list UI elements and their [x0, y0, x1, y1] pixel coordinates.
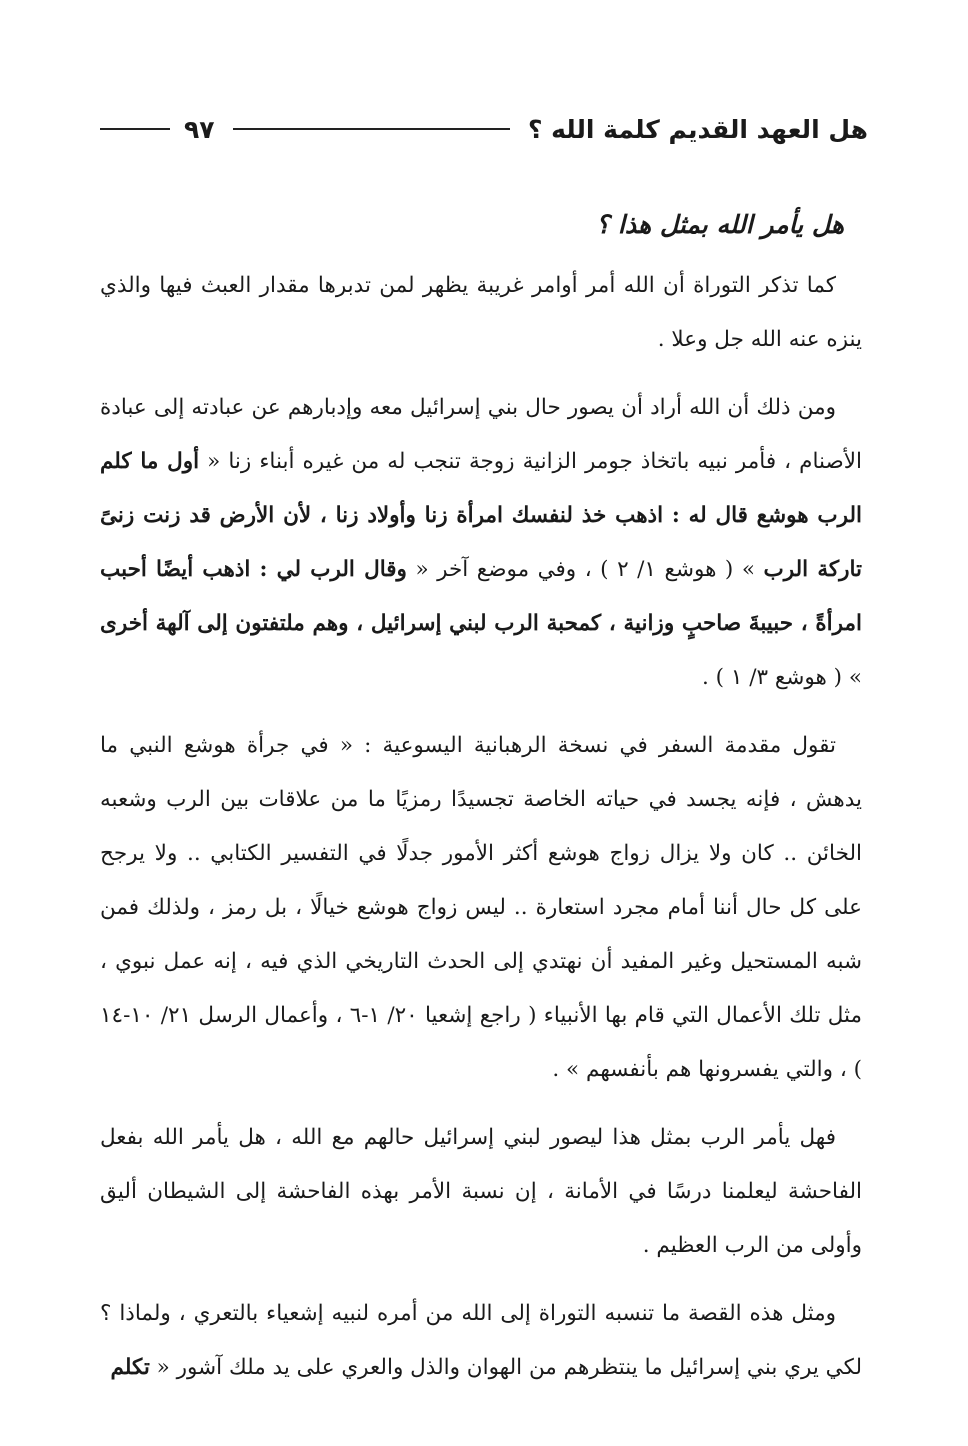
- paragraph-2-text-a: ومن ذلك أن الله أراد أن يصور حال بني إسرائيل معه وإدبارهم عن عبادته إلى عبادة الأصنام ، فأمر نبيه باتخاذ جومر الزانية زوجة تنجب له من غيره أبناء زنا «: [100, 395, 862, 474]
- page-body: [100, 205, 862, 1409]
- page-number: ٩٧: [184, 114, 215, 144]
- quote-hosea-1-2: أول ما كلم الرب هوشع قال له : اذهب خذ لنفسك امرأة زنا وأولاد زنا ، لأن الأرض قد زنت زنىً تاركة الرب: [100, 449, 862, 582]
- running-header: [100, 106, 868, 152]
- paragraph-3: تقول مقدمة السفر في نسخة الرهبانية اليسوعية : « في جرأة هوشع النبي ما يدهش ، فإنه يجسد في حياته الخاصة تجسيدًا رمزيًا ما من علاقات بين الرب وشعبه الخائن .. كان ولا يزال زواج هوشع أكثر الأمور جدلًا في التفسير الكتابي .. ولا يرجح على كل حال أننا أمام مجرد استعارة .. ليس زواج هوشع خيالًا ، بل رمز ، ولذلك فمن شبه المستحيل وغير المفيد أن نهتدي إلى الحدث التاريخي الذي فيه ، إنه عمل نبوي ، مثل تلك الأعمال التي قام بها الأنبياء ( راجع إشعيا ٢٠/ ١-٦ ، وأعمال الرسل ٢١/ ١٠-١٤ ) ، والتي يفسرونها هم بأنفسهم » .: [100, 733, 863, 1082]
- section-heading: هل يأمر الله بمثل هذا ؟: [595, 210, 844, 239]
- header-rule-short: [100, 128, 170, 130]
- paragraph-2-text-e: » ( هوشع ٣/ ١ ) .: [701, 665, 862, 690]
- header-title: هل العهد القديم كلمة الله ؟: [527, 114, 868, 144]
- paragraph-1: كما تذكر التوراة أن الله أمر أوامر غريبة يظهر لمن تدبرها مقدار العبث فيها والذي ينزه عنه الله جل وعلا .: [100, 273, 862, 352]
- header-rule: [233, 128, 510, 130]
- paragraph-2-text-c: » ( هوشع ١/ ٢ ) ، وفي موضع آخر «: [406, 557, 764, 582]
- paragraph-5: [100, 1287, 862, 1395]
- paragraph-5-text-a: ومثل هذه القصة ما تنسبه التوراة إلى الله من أمره لنبيه إشعياء بالتعري ، ولماذا ؟ لكي يري بني إسرائيل ما ينتظرهم من الهوان والذل والعري على يد ملك آشور «: [100, 1301, 862, 1380]
- quote-hosea-3-1: وقال الرب لي : اذهب أيضًا أحبب امرأةً ، حبيبةَ صاحبٍ وزانية ، كمحبة الرب لبني إسرائيل ، وهم ملتفتون إلى آلهة أخرى: [100, 557, 862, 636]
- paragraph-4: فهل يأمر الرب بمثل هذا ليصور لبني إسرائيل حالهم مع الله ، هل يأمر الله بفعل الفاحشة ليعلمنا درسًا في الأمانة ، إن نسبة الأمر بهذه الفاحشة إلى الشيطان أليق وأولى من الرب العظيم .: [100, 1125, 862, 1258]
- quote-isaiah-start: تكلم: [110, 1355, 150, 1380]
- paragraph-2: [100, 381, 862, 705]
